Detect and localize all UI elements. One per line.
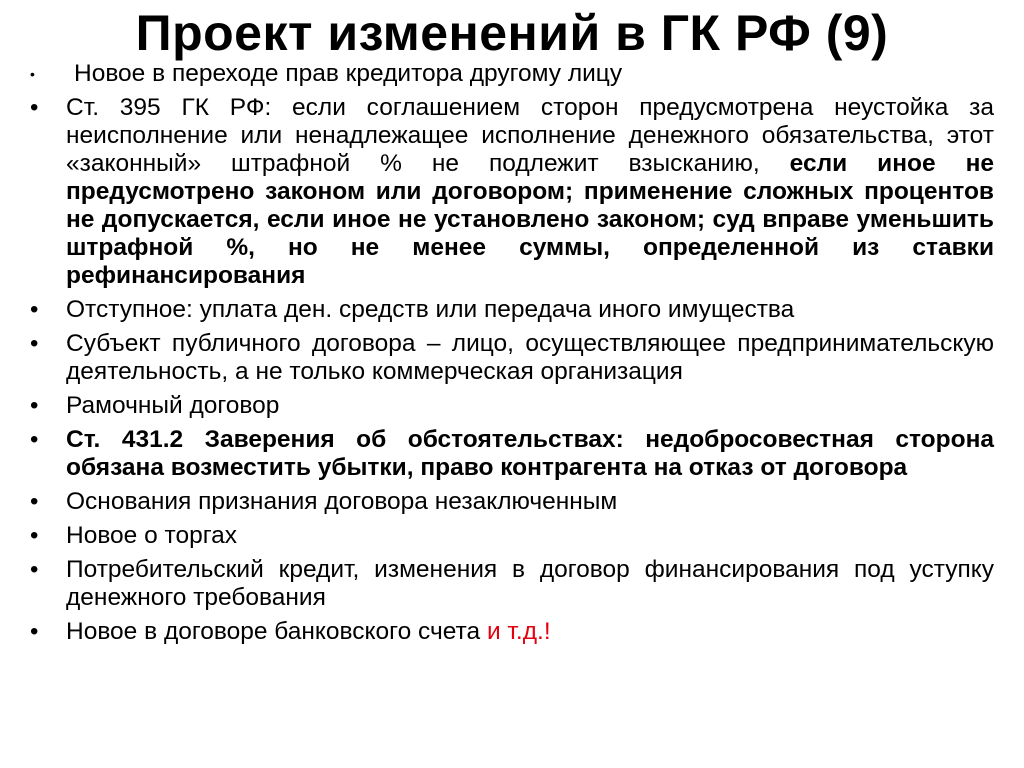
bullet-text: Новое о торгах	[66, 522, 238, 549]
bullet-item-unconcluded-contract	[30, 488, 994, 516]
bullet-dot-icon: •	[30, 392, 39, 419]
bullet-item-article-431-2	[30, 426, 994, 482]
bullet-item-bank-account	[30, 618, 994, 646]
bullet-text-red: и т.д.!	[486, 618, 551, 645]
bullet-text: Отступное: уплата ден. средств или передача иного имущества	[66, 296, 795, 323]
bullet-dot-icon: •	[30, 330, 39, 357]
bullet-dot-icon: •	[30, 66, 35, 82]
bullet-item-framework-contract	[30, 392, 994, 420]
bullet-text: Новое в переходе прав кредитора другому лицу	[74, 60, 623, 87]
bullet-item-consumer-credit	[30, 556, 994, 612]
bullet-item-public-contract	[30, 330, 994, 386]
bullet-dot-icon: •	[30, 488, 39, 515]
bullet-text: Ст. 395 ГК РФ: если соглашением сторон предусмотрена неустойка за неисполнение или ненадлежащее исполнение денежного обязательства, этот «законный» штрафной % не подлежит взысканию,	[66, 94, 994, 177]
bullet-text: Субъект публичного договора – лицо, осуществляющее предпринимательскую деятельность, а не только коммерческая организация	[66, 330, 994, 385]
bullet-text: Рамочный договор	[66, 392, 280, 419]
bullet-dot-icon: •	[30, 426, 39, 453]
bullet-text-bold: если иное не предусмотрено законом или договором; применение сложных процентов не допускается, если иное не установлено законом; суд вправе уменьшить штрафной %, но не менее суммы, определенной из ставки рефинансирования	[66, 150, 994, 289]
bullet-dot-icon: •	[30, 94, 39, 121]
bullet-dot-icon: •	[30, 556, 39, 583]
bullet-item-auctions	[30, 522, 994, 550]
bullet-text: Новое в договоре банковского счета	[66, 618, 487, 645]
bullet-item-otstupnoe	[30, 296, 994, 324]
bullet-list	[30, 60, 994, 652]
bullet-dot-icon: •	[30, 618, 39, 645]
bullet-text: Основания признания договора незаключенным	[66, 488, 618, 515]
slide-title: Проект изменений в ГК РФ (9)	[135, 5, 889, 61]
bullet-item-article-395	[30, 94, 994, 290]
bullet-text: Потребительский кредит, изменения в договор финансирования под уступку денежного требования	[66, 556, 994, 611]
bullet-dot-icon: •	[30, 522, 39, 549]
bullet-text-bold: Ст. 431.2 Заверения об обстоятельствах: недобросовестная сторона обязана возместить убытки, право контрагента на отказ от договора	[66, 426, 994, 481]
bullet-dot-icon: •	[30, 296, 39, 323]
bullet-item-creditor-rights	[30, 60, 994, 88]
